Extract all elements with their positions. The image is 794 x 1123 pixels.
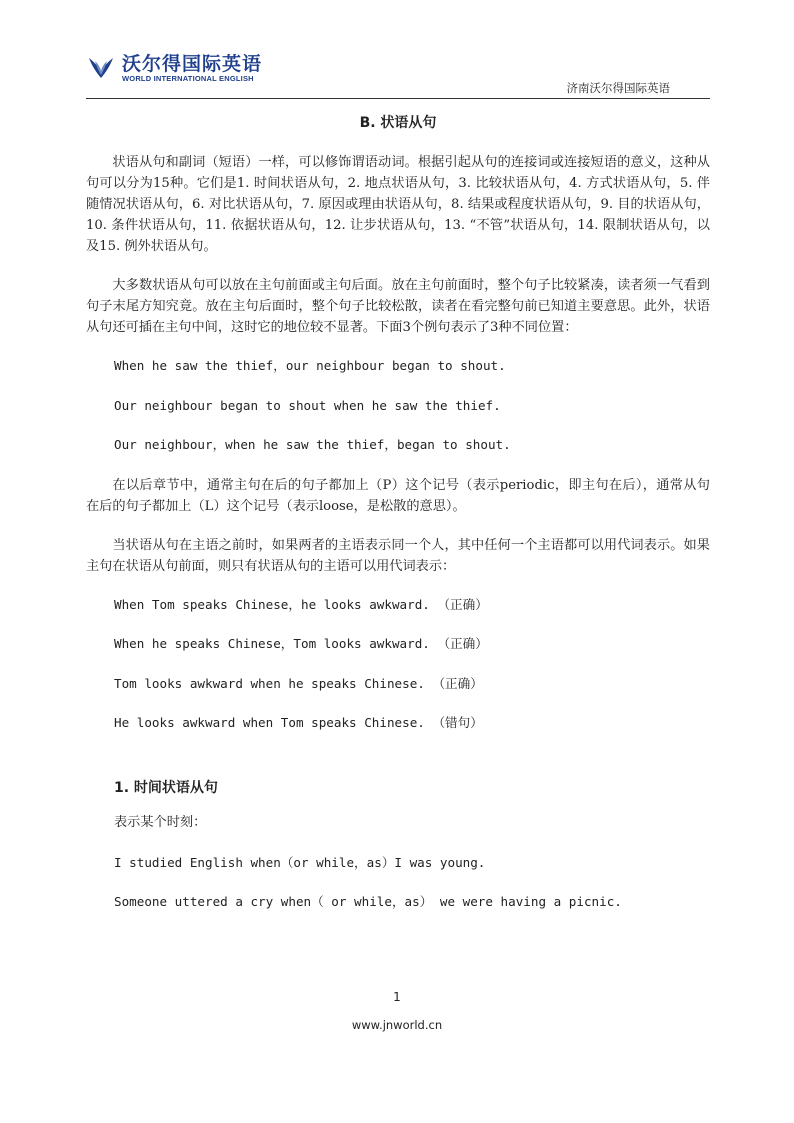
example-sentence: When Tom speaks Chinese，he looks awkward. （正确） (114, 596, 488, 612)
section-heading: 1. 时间状语从句 (114, 780, 218, 796)
document-body (86, 112, 710, 932)
example-sentence: Tom looks awkward when he speaks Chinese. （正确） (114, 675, 483, 691)
paragraph-pronoun: 当状语从句在主语之前时，如果两者的主语表示同一个人，其中任何一个主语都可以用代词表示。如果主句在状语从句前面，则只有状语从句的主语可以用代词表示： (86, 537, 710, 574)
header-school-name: 济南沃尔得国际英语 (566, 81, 670, 95)
brand-logo (86, 54, 262, 84)
page-number: 1 (393, 990, 401, 1004)
page-header (86, 48, 710, 100)
example-sentence: When he saw the thief，our neighbour began to shout. (114, 358, 506, 373)
example-sentence: I studied English when（or while，as）I was young. (114, 854, 486, 870)
paragraph-position: 大多数状语从句可以放在主句前面或主句后面。放在主句前面时，整个句子比较紧凑，读者须一气看到句子末尾方知究竟。放在主句后面时，整个句子比较松散，读者在看完整句前已知道主要意思。此外，状语从句还可插在主句中间，这时它的地位较不显著。下面3个例句表示了3种不同位置： (86, 278, 710, 335)
example-sentence: He looks awkward when Tom speaks Chinese. （错句） (114, 715, 483, 730)
page-title: B. 状语从句 (359, 115, 437, 131)
example-sentence: Our neighbour，when he saw the thief，began to shout. (114, 437, 511, 452)
example-sentence: Our neighbour began to shout when he saw the thief. (114, 397, 501, 413)
logo-english-name: WORLD INTERNATIONAL ENGLISH (122, 74, 254, 83)
logo-chinese-name: 沃尔得国际英语 (122, 53, 263, 75)
example-sentence: Someone uttered a cry when（ or while，as） we were having a picnic. (114, 894, 622, 909)
section-intro: 表示某个时刻： (114, 815, 207, 830)
wing-logo-icon (86, 54, 116, 84)
footer-website: www.jnworld.cn (351, 1018, 443, 1032)
example-sentence: When he speaks Chinese，Tom looks awkward. （正确） (114, 636, 488, 651)
paragraph-intro: 状语从句和副词（短语）一样，可以修饰谓语动词。根据引起从句的连接词或连接短语的意义，这种从句可以分为15种。它们是1. 时间状语从句，2. 地点状语从句，3. 比较状语从句，4. 方式状语从句，5. 伴随情况状语从句，6. 对比状语从句，7. 原因或理由状语从句，8. 结果或程度状语从句，9. 目的状语从句，10. 条件状语从句，11. 依据状语从句，12. 让步状语从句，13. “不管”状语从句，14. 限制状语从句，以及15. 例外状语从句。 (86, 155, 710, 254)
header-divider (86, 98, 710, 99)
paragraph-notation: 在以后章节中，通常主句在后的句子都加上（P）这个记号（表示periodic，即主句在后），通常从句在后的句子都加上（L）这个记号（表示loose，是松散的意思）。 (86, 477, 710, 514)
